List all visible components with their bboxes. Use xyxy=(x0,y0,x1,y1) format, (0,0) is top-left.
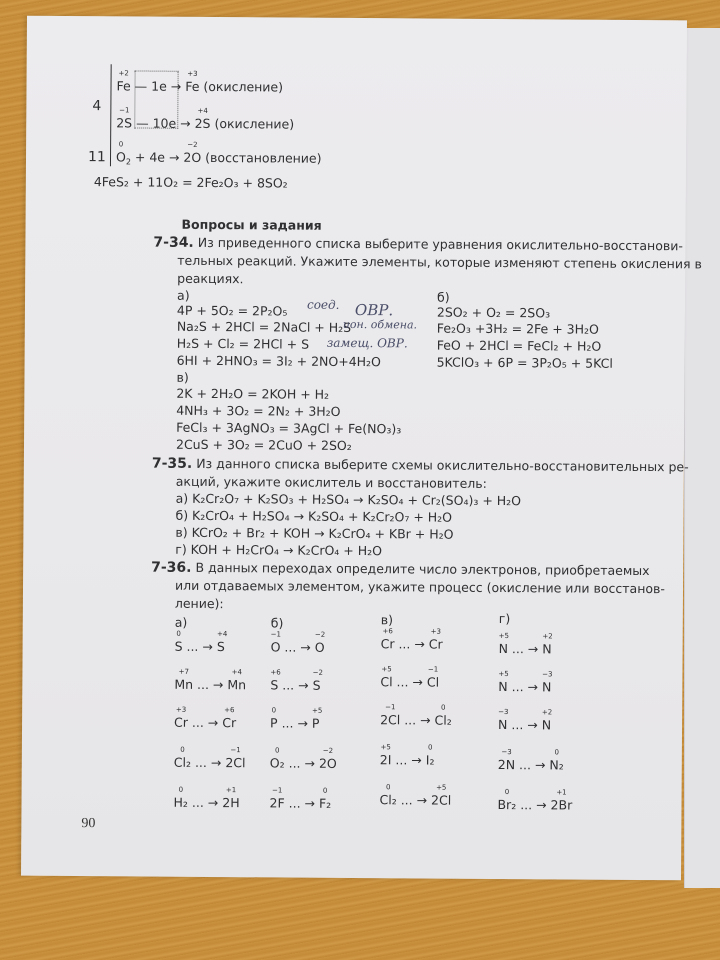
transition: 0 O₂ ... → −2 2O xyxy=(269,746,337,771)
task-7-34: 7-34. Из приведенного списка выберите уравнения окислительно-восстанови- xyxy=(153,234,683,254)
task-text: ление): xyxy=(174,595,224,612)
equation: FeCl₃ + 3AgNO₃ = 3AgCl + Fe(NO₃)₃ xyxy=(176,419,402,437)
equation: Fe₂O₃ +3H₂ = 2Fe + 3H₂O xyxy=(436,320,599,337)
coef-4: 4 xyxy=(92,98,102,115)
col-label: а) xyxy=(174,614,188,630)
transition: +7 Mn ... → +4 Mn xyxy=(174,667,247,693)
transition: +5 Cl ... → −1 Cl xyxy=(380,665,440,690)
task-number: 7-35. xyxy=(151,455,193,472)
balance-divider xyxy=(110,64,112,166)
transition: −3 N ... → +2 N xyxy=(498,708,553,733)
handwritten-note: ион. обмена. xyxy=(342,317,418,332)
transition: +5 N ... → +2 N xyxy=(498,632,553,657)
equation: 2SO₂ + O₂ = 2SO₃ xyxy=(436,304,551,321)
col-label-v: в) xyxy=(176,369,189,385)
equation: 4P + 5O₂ = 2P₂O₅ xyxy=(176,302,288,319)
scheme: а) K₂Cr₂O₇ + K₂SO₃ + H₂SO₄ → K₂SO₄ + Cr₂(SO₄)₃ + H₂O xyxy=(175,490,522,509)
equation: 5KClO₃ + 6P = 3P₂O₅ + 5KCl xyxy=(436,354,613,371)
transition: +6 S ... → −2 S xyxy=(270,668,324,693)
col-label: г) xyxy=(498,611,511,627)
transition: +5 2I ... → 0 I₂ xyxy=(379,743,435,768)
task-number: 7-34. xyxy=(153,234,194,251)
equation: 2K + 2H₂O = 2KOH + H₂ xyxy=(176,385,330,402)
section-title: Вопросы и задания xyxy=(181,216,322,233)
o-reduction-line: 0 $O_2 + 4e$ → −2 2O (восстановление) xyxy=(115,140,322,167)
transition: 0 P ... → +5 P xyxy=(270,706,323,731)
task-text: акций, укажите окислитель и восстановитель: xyxy=(175,473,487,491)
transition: 0 Cl₂ ... → +5 2Cl xyxy=(379,783,452,808)
col-label: в) xyxy=(380,612,394,628)
transition: 0 S ... → +4 S xyxy=(174,629,228,655)
handwritten-note: ОВР. xyxy=(354,301,394,320)
task-7-35: 7-35. Из данного списка выберите схемы окислительно-восстановительных ре- xyxy=(151,455,689,475)
transition: 0 H₂ ... → +1 2H xyxy=(173,785,240,811)
scheme: г) KOH + H₂CrO₄ → K₂CrO₄ + H₂O xyxy=(175,541,383,559)
transition: +6 Cr ... → +3 Cr xyxy=(380,627,443,652)
transition: −1 2Cl ... → 0 Cl₂ xyxy=(380,703,452,728)
transition: −3 2N ... → 0 N₂ xyxy=(497,748,564,773)
handwritten-note: соед. xyxy=(306,297,340,312)
task-number: 7-36. xyxy=(151,559,192,576)
col-label: б) xyxy=(270,615,284,631)
transition: +5 N ... → −3 N xyxy=(498,670,553,695)
final-equation: 4FeS₂ + 11O₂ = 2Fe₂O₃ + 8SO₂ xyxy=(93,174,288,191)
transition: 0 Cl₂ ... → −1 2Cl xyxy=(173,745,246,771)
s-oxidation-line: −1 2S — 10e → +4 2S (окисление) xyxy=(116,106,295,132)
col-label-b: б) xyxy=(437,289,450,305)
handwritten-note: замещ. ОВР. xyxy=(326,335,408,351)
transition: +3 Cr ... → +6 Cr xyxy=(174,705,237,731)
fe-oxidation-line: +2 Fe — 1e → +3 Fe (окисление) xyxy=(116,69,284,95)
equation: 6HI + 2HNO₃ = 3I₂ + 2NO+4H₂O xyxy=(176,352,381,370)
task-text: тельных реакций. Укажите элементы, которые изменяют степень окисления в xyxy=(177,252,702,272)
col-label-a: а) xyxy=(177,287,190,303)
transition: −1 O ... → −2 O xyxy=(270,630,326,655)
equation: Na₂S + 2HCl = 2NaCl + H₂S xyxy=(176,318,352,335)
page-number: 90 xyxy=(81,816,96,832)
equation: 4NH₃ + 3O₂ = 2N₂ + 3H₂O xyxy=(176,402,341,419)
equation: H₂S + Cl₂ = 2HCl + S xyxy=(176,335,310,352)
equation: FeO + 2HCl = FeCl₂ + H₂O xyxy=(436,337,602,354)
transition: 0 Br₂ ... → +1 2Br xyxy=(497,788,573,813)
scheme: в) KCrO₂ + Br₂ + KOH → K₂CrO₄ + KBr + H₂O xyxy=(175,524,454,542)
facing-page-edge xyxy=(684,28,720,888)
coef-11: 11 xyxy=(87,149,106,166)
task-text: или отдаваемых элементом, укажите процесс (окисление или восстанов- xyxy=(174,577,665,597)
task-7-36: 7-36. В данных переходах определите число электронов, приобретаемых xyxy=(151,559,650,579)
textbook-page xyxy=(21,16,702,881)
task-text: реакциях. xyxy=(177,270,244,287)
transition: −1 2F ... → 0 F₂ xyxy=(269,786,332,811)
scheme: б) K₂CrO₄ + H₂SO₄ → K₂SO₄ + K₂Cr₂O₇ + H₂O xyxy=(175,507,453,525)
equation: 2CuS + 3O₂ = 2CuO + 2SO₂ xyxy=(175,436,352,453)
